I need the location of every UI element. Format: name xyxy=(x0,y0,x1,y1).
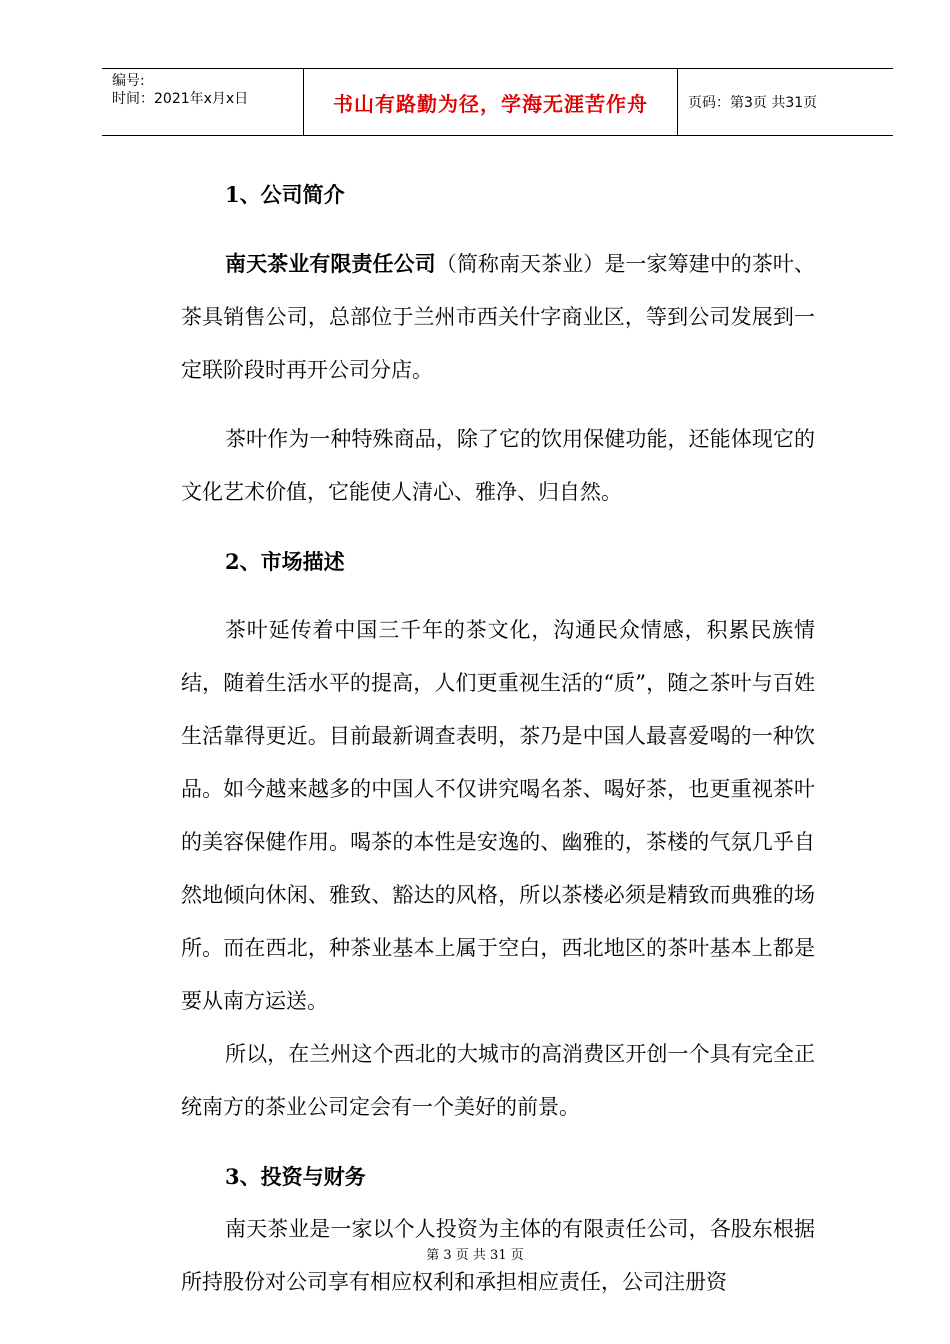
section-heading-investment: 3、投资与财务 xyxy=(225,1164,366,1189)
date-label: 时间：2021年x月x日 xyxy=(112,91,249,107)
paragraph-market-description: 茶叶延传着中国三千年的茶文化，沟通民众情感，积累民族情结，随着生活水平的提高，人们更重视生活的“质”，随之茶叶与百姓生活靠得更近。目前最新调查表明，茶乃是中国人最喜爱喝的一种饮品。如今越来越多的中国人不仅讲究喝名茶、喝好茶，也更重视茶叶的美容保健作用。喝茶的本性是安逸的、幽雅的，茶楼的气氛几乎自然地倾向休闲、雅致、豁达的风格，所以茶楼必须是精致而典雅的场所。而在西北，种茶业基本上属于空白，西北地区的茶叶基本上都是要从南方运送。 xyxy=(181,618,815,1013)
doc-number-label: 编号: xyxy=(112,73,145,89)
header-motto: 书山有路勤为径，学海无涯苦作舟 xyxy=(304,69,678,135)
page-footer: 第 3 页 共 31 页 xyxy=(426,1248,524,1263)
header-page-number: 页码：第3页 共31页 xyxy=(688,95,818,111)
section-heading-company-intro: 1、公司简介 xyxy=(225,182,345,207)
section-heading-market: 2、市场描述 xyxy=(225,549,345,574)
paragraph-investment: 南天茶业是一家以个人投资为主体的有限责任公司，各股东根据所持股份对公司享有相应权利和承担相应责任，公司注册资 xyxy=(181,1217,815,1294)
company-intro-text: （简称南天茶业）是一家筹建中的茶叶、茶具销售公司，总部位于兰州市西关什字商业区，等到公司发展到一定联阶段时再开公司分店。 xyxy=(181,252,816,382)
document-body xyxy=(181,168,815,1309)
page-header xyxy=(102,68,893,136)
paragraph-market-outlook: 所以，在兰州这个西北的大城市的高消费区开创一个具有完全正统南方的茶业公司定会有一个美好的前景。 xyxy=(181,1042,815,1119)
paragraph-tea-value: 茶叶作为一种特殊商品，除了它的饮用保健功能，还能体现它的文化艺术价值，它能使人清心、雅净、归自然。 xyxy=(181,427,815,504)
paragraph-company-intro xyxy=(181,237,815,397)
company-name: 南天茶业有限责任公司 xyxy=(225,251,436,276)
header-meta-cell xyxy=(102,69,304,135)
